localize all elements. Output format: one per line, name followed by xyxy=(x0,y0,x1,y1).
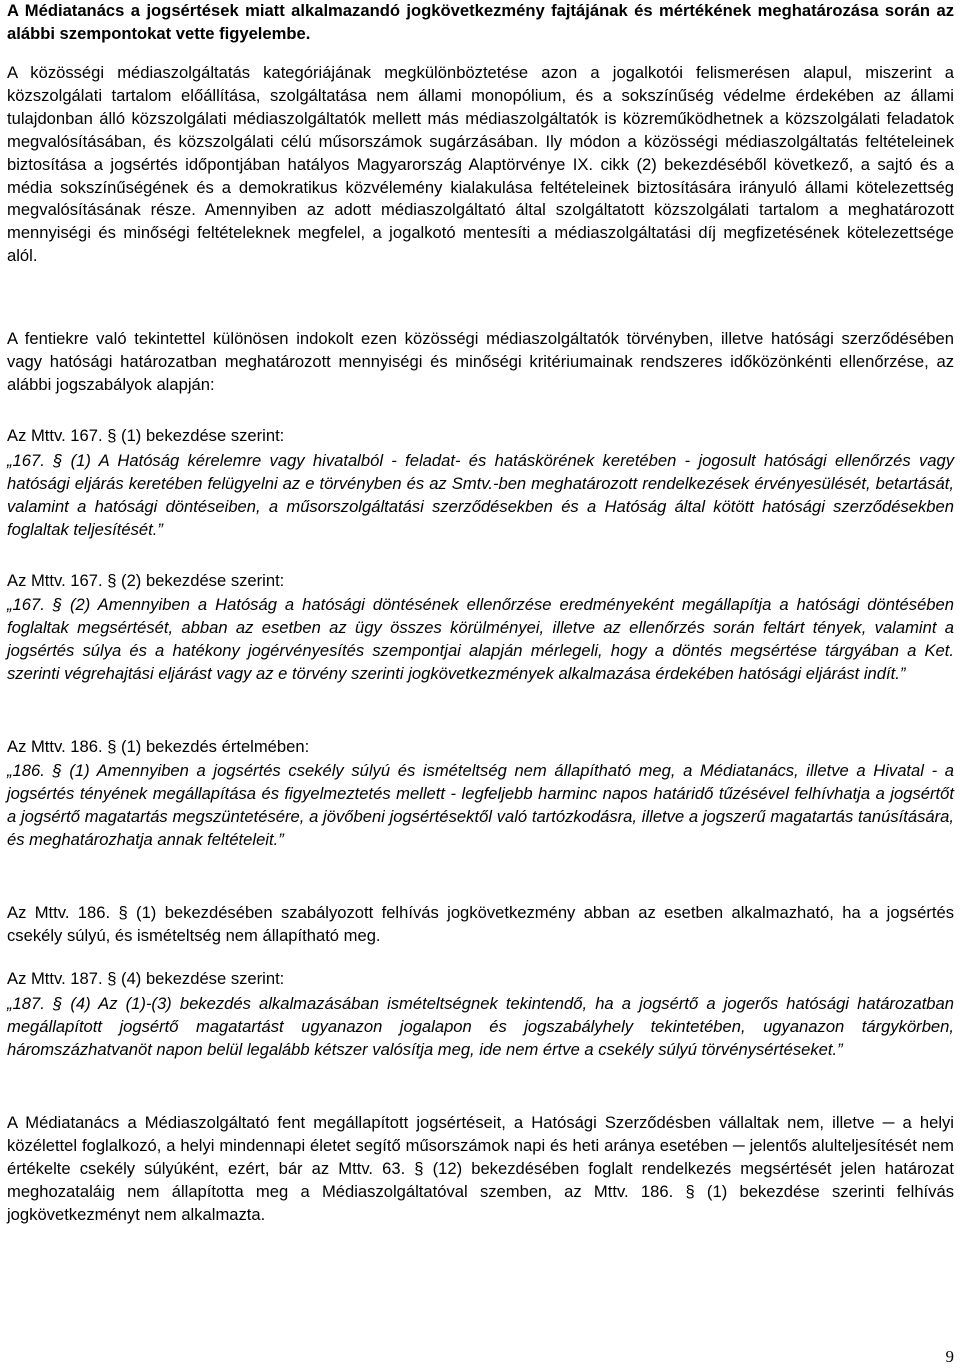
paragraph-control-basis: A fentiekre való tekintettel különösen indokolt ezen közösségi médiaszolgáltatók törvényben, illetve hatósági szerződésében vagy hatósági határozatban meghatározott mennyiségi és minőségi kritériumainak rendszeres időközönkénti ellenőrzése, az alábbi jogszabályok alapján: xyxy=(7,329,954,394)
quote-167-2: „167. § (2) Amennyiben a Hatóság a hatósági döntésének ellenőrzése eredményeként megállapítja a hatósági döntésében foglaltak megsértését, abban az esetben az ügy összes körülményei, illetve az ellenőrzés során feltárt tények, valamint a jogsértés súlya és a hatékony jogérvényesítés szempontjai alapján mérlegeli, hogy a döntés megsértése tárgyában a Ket. szerinti végrehajtási eljárást vagy az e törvény szerinti jogkövetkezmények alkalmazása érdekében hatósági eljárást indít.” xyxy=(7,595,954,683)
paragraph-community-media: A közösségi médiaszolgáltatás kategóriájának megkülönböztetése azon a jogalkotói felismerésen alapul, miszerint a közszolgálati tartalom előállítása, szolgáltatása nem állami monopólium, és a sokszínűség védelme érdekében az állami tulajdonban álló közszolgálati médiaszolgáltatók mellett más médiaszolgáltatók is közreműködhetnek a közszolgálati feladatok megvalósításában, és közszolgálati célú műsorszámok sugárzásában. Ily módon a közösségi médiaszolgáltatás feltételeinek biztosítása a jogsértés időpontjában hatályos Magyarország Alaptörvénye IX. cikk (2) bekezdéséből következő, a sajtó és a média sokszínűségének és a demokratikus közvélemény kialakulása feltételeinek biztosítására irányuló állami kötelezettség megvalósításának része. Amennyiben az adott médiaszolgáltató által szolgáltatott közszolgálati tartalom a meghatározott mennyiségi és minőségi feltételeknek megfelel, a jogalkotó mentesíti a médiaszolgáltatási díj megfizetésének kötelezettsége alól. xyxy=(7,63,954,266)
quote-167-1: „167. § (1) A Hatóság kérelemre vagy hivatalból - feladat- és hatáskörének keretében - jogosult hatósági ellenőrzés vagy hatósági eljárás keretében felügyelni az e törvényben és az Smtv.-ben meghatározott rendelkezések érvényesülését, betartását, valamint a hatósági döntéseiben, a műsorszolgáltatási szerződésekben és a Hatóság által kötött hatósági szerződésekben foglaltak teljesítését.” xyxy=(7,451,954,539)
page-number: 9 xyxy=(945,1347,954,1366)
quote-186-1: „186. § (1) Amennyiben a jogsértés csekély súlyú és ismételtség nem állapítható meg, a Médiatanács, illetve a Hivatal - a jogsértés tényének megállapítása és figyelmeztetés mellett - legfeljebb harminc napos határidő tűzésével felhívhatja a jogsértőt a jogsértő magatartás megszüntetésére, a jövőbeni jogsértésektől való tartózkodásra, illetve a jogszerű magatartás tanúsítására, és meghatározhatja annak feltételeit.” xyxy=(7,761,954,849)
citation-heading-187-4: Az Mttv. 187. § (4) bekezdése szerint: xyxy=(7,969,285,988)
quote-187-4: „187. § (4) Az (1)-(3) bekezdés alkalmazásában ismételtségnek tekintendő, ha a jogsértő a jogerős hatósági határozatban megállapított jogsértő magatartást ugyanazon jogalapon és jogszabályhely tekintetében, ugyanazon tárgykörben, háromszázhatvanöt napon belül legalább kétszer valósítja meg, ide nem értve a csekély súlyú törvénysértéseket.” xyxy=(7,994,954,1059)
citation-heading-167-1: Az Mttv. 167. § (1) bekezdése szerint: xyxy=(7,426,285,445)
intro-paragraph: A Médiatanács a jogsértések miatt alkalmazandó jogkövetkezmény fajtájának és mértékének meghatározása során az alábbi szempontokat vette figyelembe. xyxy=(7,1,954,43)
paragraph-conclusion: A Médiatanács a Médiaszolgáltató fent megállapított jogsértéseit, a Hatósági Szerződésben vállaltak nem, illetve ─ a helyi közélettel foglalkozó, a helyi mindennapi életet segítő műsorszámok napi és heti aránya esetében ─ jelentős alulteljesítését nem értékelte csekély súlyúként, ezért, bár az Mttv. 63. § (12) bekezdésében foglalt rendelkezés megsértését jelen határozat meghozataláig nem állapította meg a Médiaszolgáltatóval szemben, az Mttv. 186. § (1) bekezdése szerinti felhívás jogkövetkezményt nem alkalmazta. xyxy=(7,1113,954,1224)
citation-heading-186-1: Az Mttv. 186. § (1) bekezdés értelmében: xyxy=(7,737,310,756)
paragraph-summons-sanction: Az Mttv. 186. § (1) bekezdésében szabályozott felhívás jogkövetkezmény abban az esetben alkalmazható, ha a jogsértés csekély súlyú, és ismételtség nem állapítható meg. xyxy=(7,903,954,945)
citation-heading-167-2: Az Mttv. 167. § (2) bekezdése szerint: xyxy=(7,571,285,590)
